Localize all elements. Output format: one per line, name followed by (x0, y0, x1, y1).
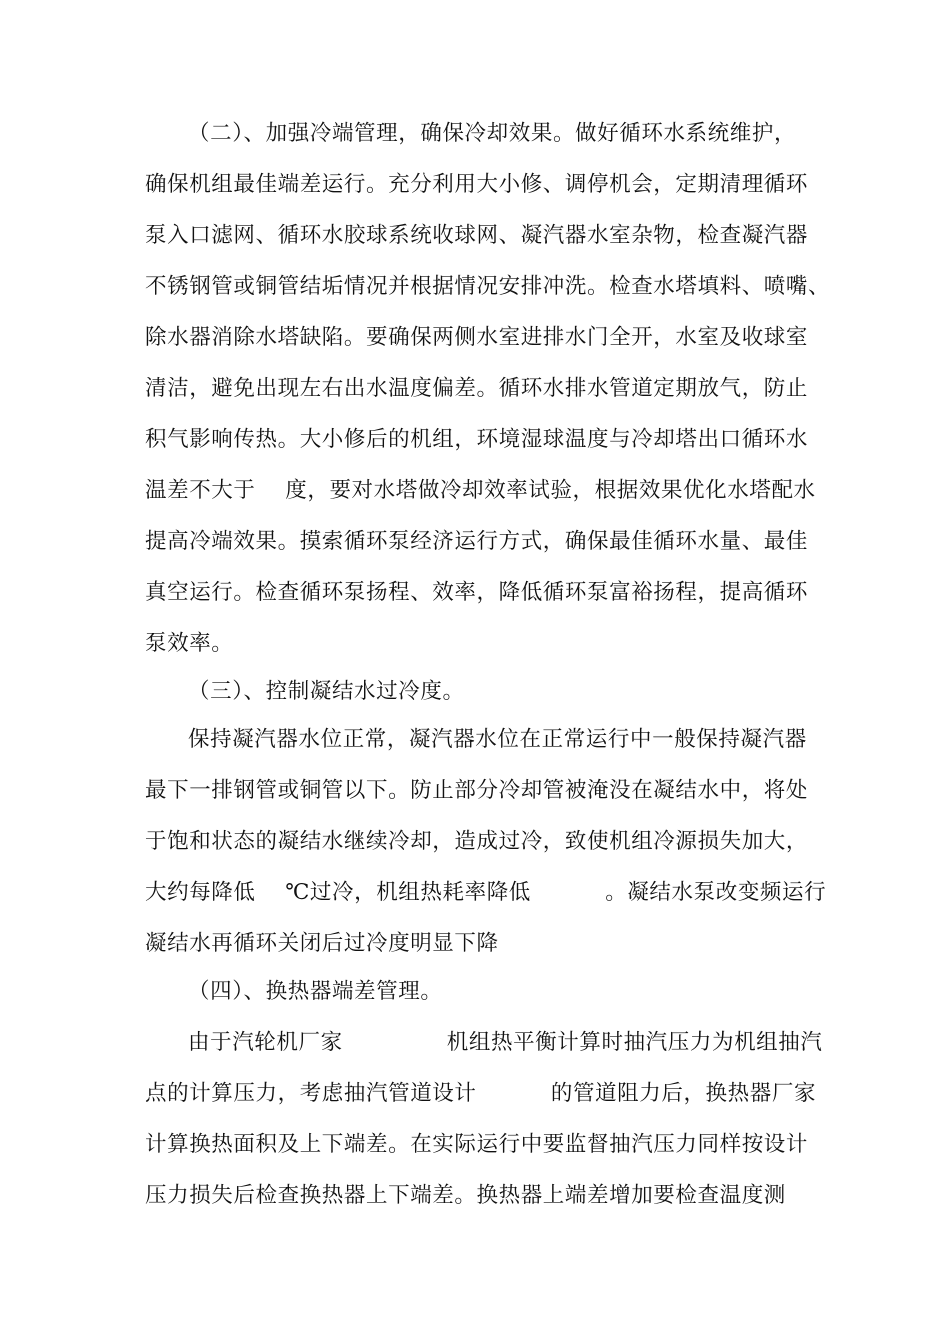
paragraph-line: 泵效率。 (145, 631, 234, 656)
paragraph-line: 积气影响传热。大小修后的机组，环境湿球温度与冷却塔出口循环水 (145, 427, 809, 452)
paragraph-line: 保持凝汽器水位正常，凝汽器水位在正常运行中一般保持凝汽器 (188, 727, 807, 752)
section-heading: （四）、换热器端差管理。 (188, 979, 443, 1004)
paragraph-line: 不锈钢管或铜管结垢情况并根据情况安排冲洗。检查水塔填料、喷嘴、 (145, 274, 831, 299)
paragraph-line: 真空运行。检查循环泵扬程、效率，降低循环泵富裕扬程，提高循环 (145, 580, 809, 605)
paragraph-line: 温差不大于 度，要对水塔做冷却效率试验，根据效果优化水塔配水 (145, 478, 816, 503)
paragraph-line: 清洁，避免出现左右出水温度偏差。循环水排水管道定期放气，防止 (145, 376, 809, 401)
paragraph-line: 压力损失后检查换热器上下端差。换热器上端差增加要检查温度测 (145, 1183, 786, 1208)
paragraph-line: 确保机组最佳端差运行。充分利用大小修、调停机会，定期清理循环 (145, 172, 809, 197)
paragraph-line: 凝结水再循环关闭后过冷度明显下降 (145, 931, 499, 956)
paragraph-line: （二）、加强冷端管理，确保冷却效果。做好循环水系统维护， (188, 121, 797, 146)
section-heading: （三）、控制凝结水过冷度。 (188, 679, 465, 704)
paragraph-line: 点的计算压力，考虑抽汽管道设计 的管道阻力后，换热器厂家 (145, 1081, 817, 1106)
paragraph-line: 于饱和状态的凝结水继续冷却，造成过冷，致使机组冷源损失加大， (145, 829, 809, 854)
paragraph-line: 除水器消除水塔缺陷。要确保两侧水室进排水门全开，水室及收球室 (145, 325, 809, 350)
paragraph-line: 由于汽轮机厂家 机组热平衡计算时抽汽压力为机组抽汽 (188, 1030, 823, 1055)
paragraph-line: 最下一排钢管或铜管以下。防止部分冷却管被淹没在凝结水中，将处 (145, 778, 809, 803)
paragraph-line: 提高冷端效果。摸索循环泵经济运行方式，确保最佳循环水量、最佳 (145, 529, 809, 554)
paragraph-line: 大约每降低 ℃过冷，机组热耗率降低 。凝结水泵改变频运行 (145, 880, 827, 905)
paragraph-line: 泵入口滤网、循环水胶球系统收球网、凝汽器水室杂物，检查凝汽器 (145, 223, 809, 248)
paragraph-line: 计算换热面积及上下端差。在实际运行中要监督抽汽压力同样按设计 (145, 1132, 809, 1157)
